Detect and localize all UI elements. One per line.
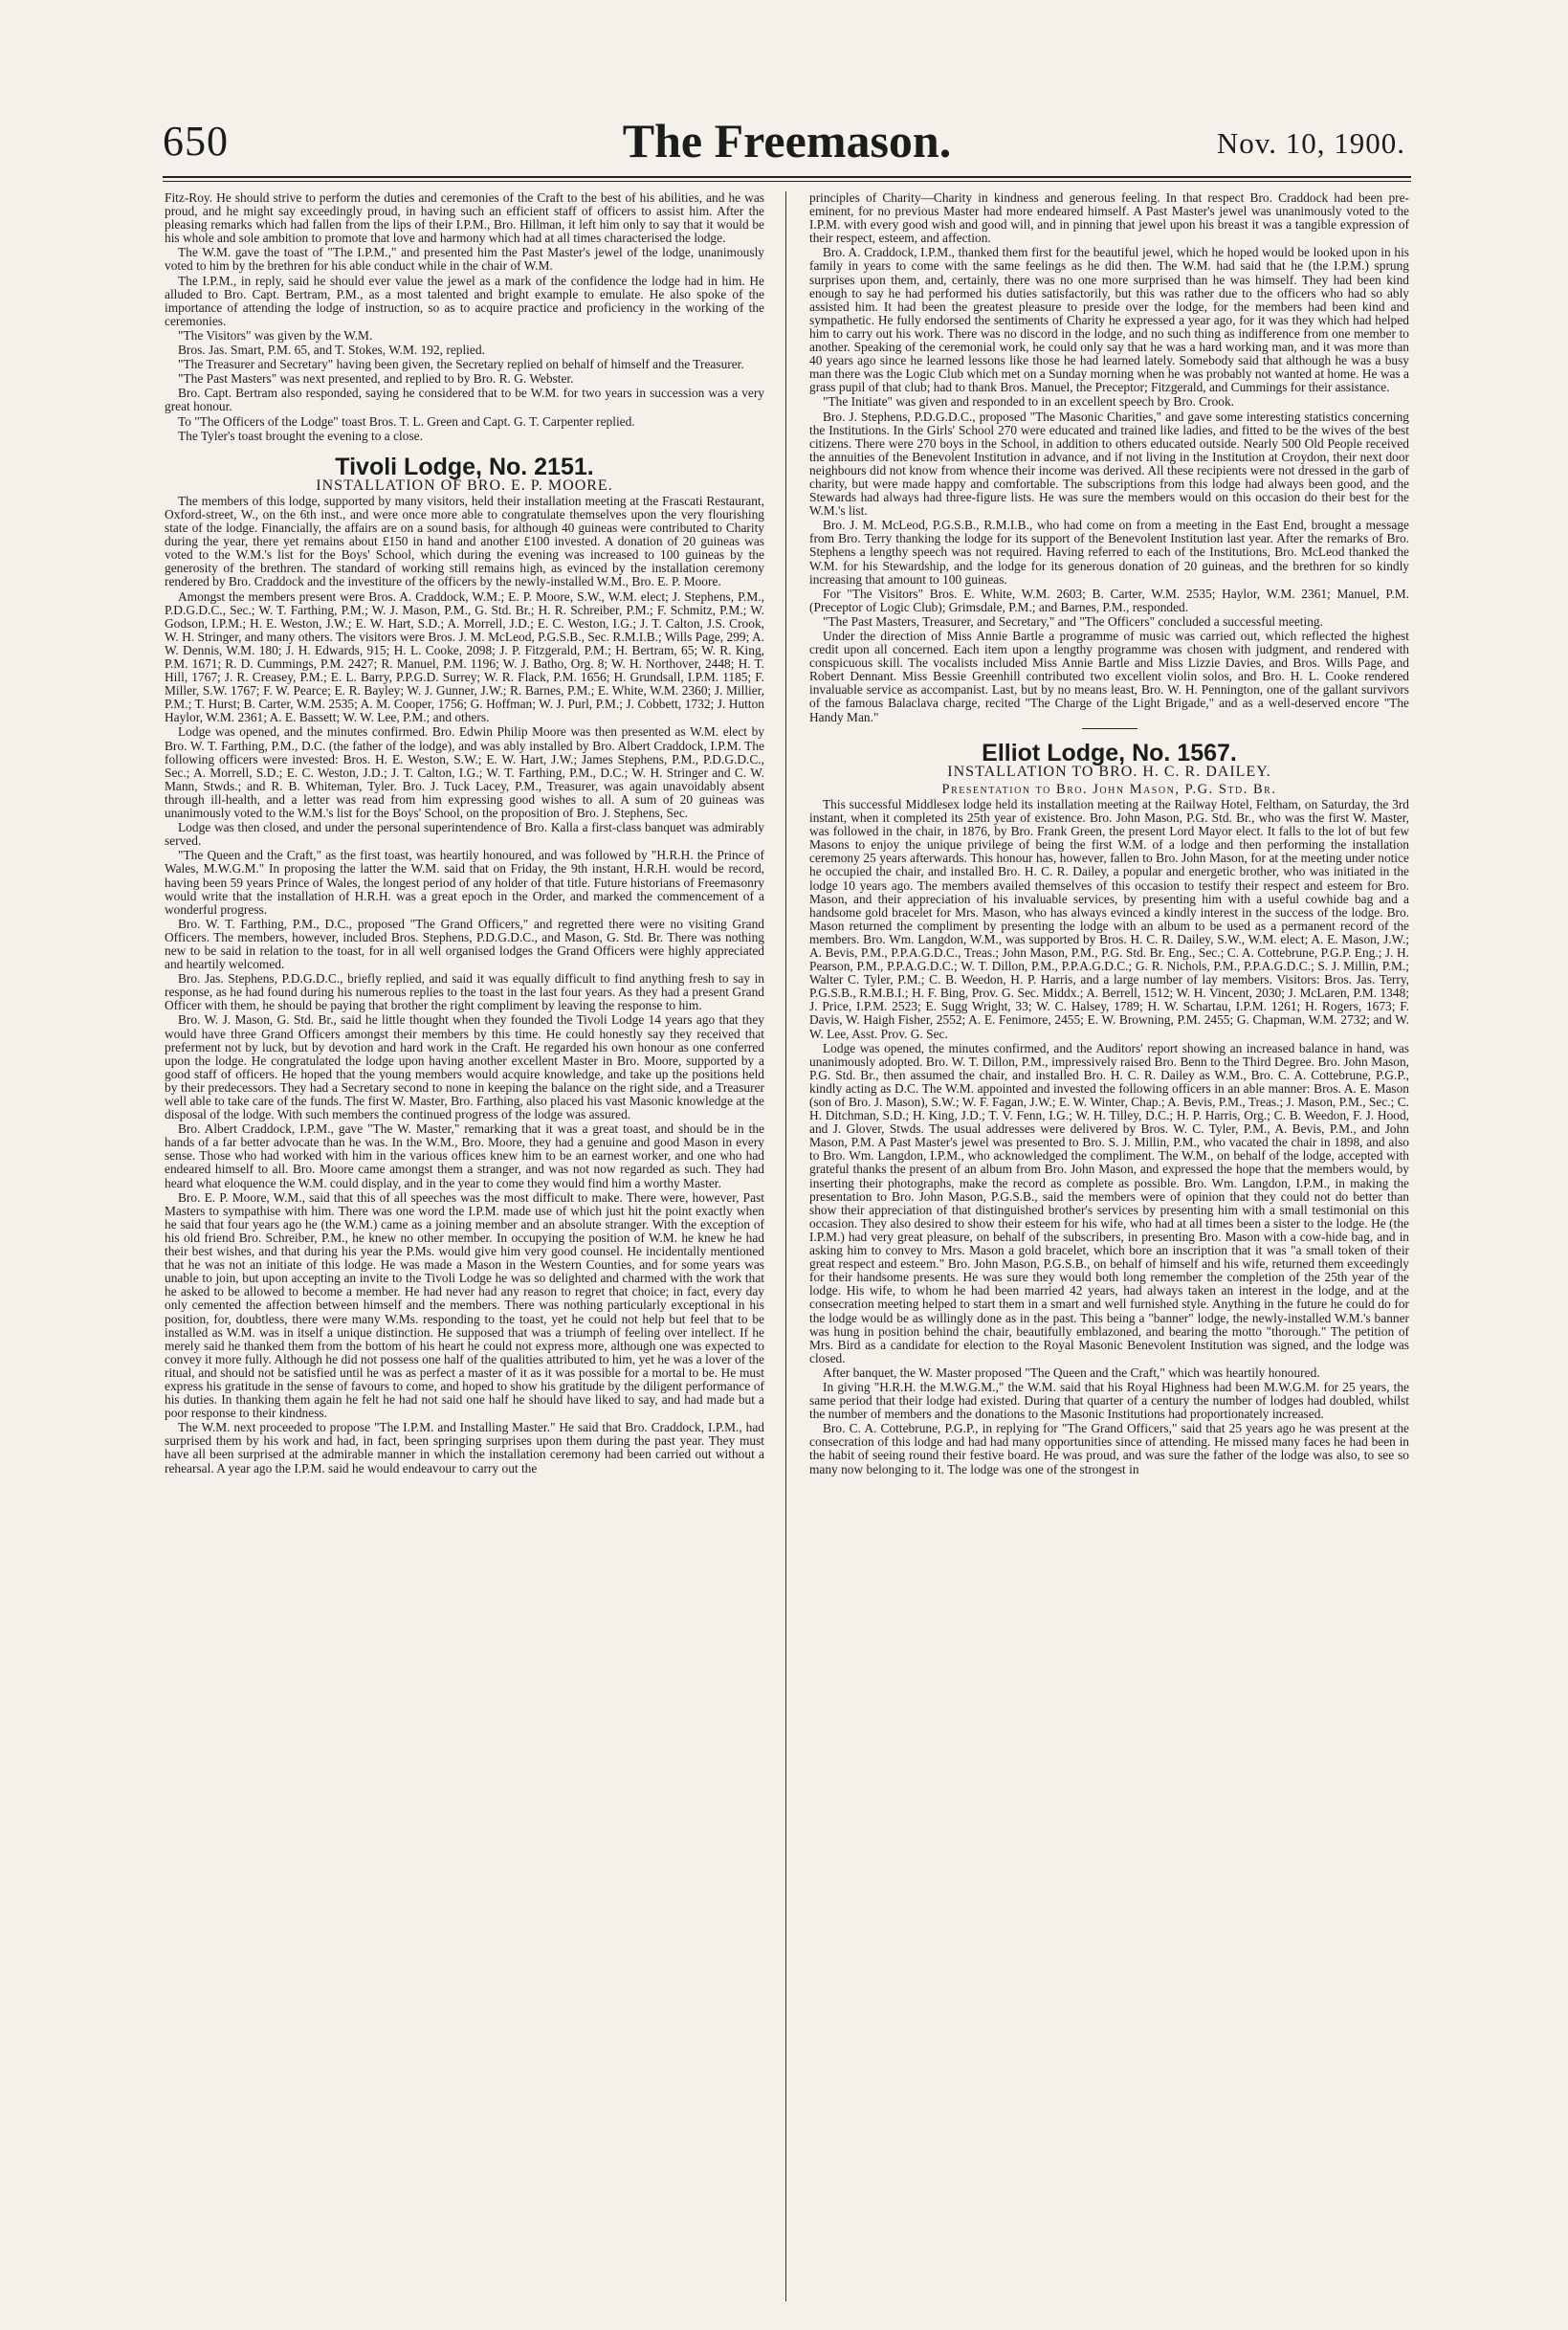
masthead-rule-thin [163, 181, 1411, 182]
paragraph: The W.M. gave the toast of "The I.P.M.," and presented him the Past Master's jewel of the lodge, unanimously voted to him by the brethren for his able conduct while in the chair of W.M. [165, 245, 764, 274]
paragraph: After banquet, the W. Master proposed "The Queen and the Craft," which was heartily honoured. [823, 1365, 1320, 1380]
paragraph: Bros. Jas. Smart, P.M. 65, and T. Stokes, W.M. 192, replied. [178, 343, 485, 358]
paragraph: Bro. W. J. Mason, G. Std. Br., said he little thought when they founded the Tivoli Lodge 14 years ago that they would have three Grand Officers amongst their members by this time. He could honestly say they received that preferment not by luck, but by devotion and hard work in the Craft. He regarded his own honour as one conferred upon the lodge. He congratulated the lodge upon having another excellent Master in Bro. Moore, supported by a good staff of officers. He hoped that the young members would acquire knowledge, and take up the positions held by their predecessors. They had a Secretary second to none in keeping the balance on the right side, and a Treasurer well able to take care of the funds. The first W. Master, Bro. Farthing, also placed his vast Masonic knowledge at the disposal of the lodge. With such members the continued progress of the lodge was assured. [165, 1012, 764, 1122]
left-column [165, 191, 764, 2301]
paragraph: "The Past Masters" was next presented, and replied to by Bro. R. G. Webster. [178, 371, 574, 387]
section-subtitle-secondary: Presentation to Bro. John Mason, P.G. Std. Br. [941, 781, 1277, 797]
paragraph: Bro. E. P. Moore, W.M., said that this of all speeches was the most difficult to make. There were, however, Past Masters to sympathise with him. There was one word the I.P.M. made use of which just hit the point exactly when he said that four years ago he (the W.M.) came as a joining member and an absolute stranger. With the exception of his old friend Bro. Schreiber, P.M., he knew no other member. In occupying the position of W.M. he knew he had their best wishes, and that during his year the P.Ms. would give him very good counsel. He incidentally mentioned that he was not an initiate of this lodge. He was made a Mason in the Western Counties, and for some years was unable to join, but upon accepting an invite to the Tivoli Lodge he was so delighted and charmed with the work that he asked to be allowed to become a member. He had never had any reason to regret that choice; in fact, every day only cemented the affection between himself and the members. There was nothing particularly exceptional in his position, for, doubtless, there were many W.Ms. responding to the toast, yet he could not help but feel that to be installed as W.M. was in itself a unique distinction. He supposed that was a triumph of feeling over intellect. If he merely said he thanked them from the bottom of his heart he could not express more, although one was expected to convey it more fully. Although he did not possess one half of the qualities attributed to him, yet he was a lover of the ritual, and should not be satisfied until he was as perfect a master of it as it was possible for a mortal to be. He must express his gratitude in the sense of favours to come, and hoped to show his gratitude by the diligent performance of his duties. In thanking them again he felt he had not said one half he should have liked to say, and had made but a poor response to their kindness. [165, 1189, 764, 1421]
tivoli-lodge-heading [165, 453, 764, 494]
paragraph: Bro. Albert Craddock, I.P.M., gave "The W. Master," remarking that it was a great toast, and should be in the hands of a far better advocate than he was. In the W.M., Bro. Moore, they had a genuine and good Mason in every sense. Those who had worked with him in the various offices knew him to be an earnest worker, and one who had endeared himself to all. Bro. Moore came amongst them a stranger, and was not now regarded as such. They had heard what eloquence the W.M. could display, and in the year to come they would find him a worthy Master. [165, 1121, 764, 1190]
page-number: 650 [163, 118, 229, 165]
masthead-rule [163, 176, 1411, 178]
paragraph: principles of Charity—Charity in kindness and generous feeling. In that respect Bro. Craddock had been pre-eminent, for no previous Master had more endeared himself. A Past Master's jewel was unanimously voted to the I.P.M. with every good wish and good will, and in pinning that jewel upon his breast it was a tangible expression of their respect, esteem, and affection. [809, 191, 1409, 246]
paragraph: "The Visitors" was given by the W.M. [178, 327, 373, 343]
paragraph: Lodge was opened, the minutes confirmed, and the Auditors' report showing an increased balance in hand, was unanimously adopted. Bro. W. T. Dillon, P.M., impressively raised Bro. Benn to the Third Degree. Bro. John Mason, P.G. Std. Br., then assumed the chair, and installed Bro. H. C. R. Dailey as W.M., Bro. C. A. Cottebrune, P.G.P., kindly acting as D.C. The W.M. appointed and invested the following officers in an able manner: Bros. A. E. Mason (son of Bro. J. Mason), S.W.; W. F. Fagan, J.W.; E. W. Winter, Chap.; A. Bevis, P.M., Treas.; J. Mason, P.M., Sec.; C. H. Ditchman, S.D.; H. King, J.D.; T. V. Fenn, I.G.; W. H. Tilley, D.C.; H. P. Harris, Org.; C. B. Weedon, F. J. Hood, and J. Glover, Stwds. The usual addresses were delivered by Bros. W. C. Tyler, P.M., A. Bevis, P.M., and John Mason, P.M. A Past Master's jewel was presented to Bro. S. J. Millin, P.M., who vacated the chair in 1898, and also to Bro. Wm. Langdon, I.P.M., who acknowledged the compliment. The W.M., on behalf of the lodge, accepted with grateful thanks the present of an album from Bro. John Mason, and expressed the hope that the members would, by inserting their photographs, make the record as complete as possible. Bro. Wm. Langdon, I.P.M., in making the presentation to Bro. John Mason, P.G.S.B., said the members were of opinion that they could not do better than show their appreciation of that distinguished brother's services by presenting him with a small testimonial on this occasion. They also desired to show their esteem for his wife, who had at all times been a sister to the lodge. He (the I.P.M.) had very great pleasure, on behalf of the subscribers, in presenting Bro. Mason with a cow-hide bag, and in asking him to convey to Mrs. Mason a gold bracelet, which bore an inscription that it was "a small token of their great respect and esteem." Bro. John Mason, P.G.S.B., on behalf of himself and his wife, returned them exceedingly for their handsome presents. He was sure they would both long remember the completion of the 25th year of the lodge. His wife, to whom he had been married 42 years, had always taken an interest in the lodge, and at the consecration meeting helped to start them in a smart and well furnished style. Anything in the future he could do for the lodge would be as willingly done as in the past. This being a "banner" lodge, the newly-installed W.M.'s banner was hung in position behind the chair, beautifully emblazoned, and bearing the motto "thorough." The petition of Mrs. Bird as a candidate for election to the Royal Masonic Benevolent Institution was signed, and the lodge was closed. [809, 1040, 1409, 1365]
paragraph: Bro. Capt. Bertram also responded, saying he considered that to be W.M. for two years in succession was a very great honour. [165, 386, 764, 414]
section-subtitle: INSTALLATION OF BRO. E. P. MOORE. [316, 477, 613, 494]
paragraph: Bro. J. M. McLeod, P.G.S.B., R.M.I.B., who had come on from a meeting in the East End, brought a message from Bro. Terry thanking the lodge for its support of the Benevolent Institution last year. After the remarks of Bro. Stephens a lengthy speech was not required. Having referred to each of the Institutions, Bro. McLeod thanked the W.M. for his Stewardship, and the lodge for its generous donation of 20 guineas, and the brethren for so kindly increasing that amount to 100 guineas. [809, 518, 1409, 587]
paragraph: The Tyler's toast brought the evening to a close. [178, 428, 423, 443]
paragraph: This successful Middlesex lodge held its installation meeting at the Railway Hotel, Feltham, on Saturday, the 3rd instant, when it completed its 25th year of existence. Bro. John Mason, P.G. Std. Br., who was the first W. Master, was followed in the chair, in 1876, by Bro. Frank Green, the present Lord Mayor elect. It falls to the lot of but few Masons to enjoy the unique privilege of being the first W.M. of a lodge and then performing the installation ceremony 25 years afterwards. This honour has, however, fallen to Bro. John Mason, for at the meeting under notice he occupied the chair, and installed Bro. H. C. R. Dailey, a popular and energetic brother, who was initiated in the lodge 10 years ago. The members availed themselves of this occasion to testify their respect and esteem for Bro. Mason, and their appreciation of his invaluable services, by presenting him with a useful cowhide bag and a handsome gold bracelet for Mrs. Mason, who has always evinced a kindly interest in the success of the lodge. Bro. Mason returned the compliment by presenting the lodge with an album to be used as a permanent record of the members. Bro. Wm. Langdon, W.M., was supported by Bros. H. C. R. Dailey, S.W., W.M. elect; A. E. Mason, J.W.; A. Bevis, P.M., P.P.A.G.D.C., Treas.; John Mason, P.M., P.G. Std. Br. Eng., Sec.; C. A. Cottebrune, P.G.P. Eng.; J. H. Pearson, P.M., P.P.A.G.D.C.; W. T. Dillon, P.M., P.P.A.G.D.C.; G. R. Nichols, P.M., P.P.A.G.D.C.; S. J. Millin, P.M.; Walter C. Tyler, P.M.; C. B. Weedon, H. P. Harris, and a large number of lay members. Visitors: Bros. Jas. Terry, P.G.S.B., R.M.B.I.; H. F. Bing, Prov. G. Sec. Middx.; A. Berrell, 1512; W. H. Vincent, 2030; J. McLaren, P.M. 1348; J. Price, I.P.M. 2523; E. Sugg Wright, 33; W. C. Halsey, 1789; H. W. Schartau, I.P.M. 1261; H. Rogers, 1673; F. Davis, W. Haigh Fisher, 2552; A. E. Fenimore, 2455; E. W. Browning, P.M. 2455; G. Chapman, W.M. 2732; and W. W. Lee, Asst. Prov. G. Sec. [809, 796, 1409, 1041]
section-divider [1082, 728, 1137, 729]
paragraph: Bro. A. Craddock, I.P.M., thanked them first for the beautiful jewel, which he hoped would be looked upon in his family in years to come with the same feelings as he did then. The W.M. had said that he (the I.P.M.) sprung surprises upon them, and, certainly, there was no one more surprised than he was himself. They had been kind enough to say he had performed his duties satisfactorily, but this was rather due to the officers who had so ably assisted him. It had been the greatest pleasure to preside over the lodge, for the members had been kind and sympathetic. He fully endorsed the sentiments of Charity he expressed a year ago, for it was they which had helped him to carry out his work. There was no discord in the lodge, and no such thing as indifference from one member to another. Speaking of the ceremonial work, he could only say that he was a hard working man, and it was more than 40 years ago since he learned lessons like those he had learned lately. Somebody said that although he was a busy man there was the Logic Club which met on a Sunday morning when he was probably not wanted at home. He was a grass pupil of that club; had to thank Bros. Manuel, the Preceptor; Fitzgerald, and Cummings for their assistance. [809, 245, 1409, 395]
paragraph: "The Treasurer and Secretary" having been given, the Secretary replied on behalf of himself and the Treasurer. [178, 357, 744, 372]
paragraph: The members of this lodge, supported by many visitors, held their installation meeting at the Frascati Restaurant, Oxford-street, W., on the 6th inst., and were once more able to congratulate themselves upon the very flourishing state of the lodge. Financially, the affairs are on a sound basis, for although 40 guineas were contributed to Charity during the year, there yet remains about £150 in hand and another £100 invested. A donation of 20 guineas was voted to the W.M.'s list for the Boys' School, which during the evening was increased to 100 guineas by the generosity of the brethren. The standard of working still remains high, as evinced by the installation ceremony rendered by Bro. Craddock and the investiture of the officers by the newly-installed W.M., Bro. E. P. Moore. [165, 493, 764, 589]
section-title: Elliot Lodge, No. 1567. [982, 739, 1237, 766]
paragraph: Lodge was then closed, and under the personal superintendence of Bro. Kalla a first-class banquet was admirably served. [165, 820, 764, 849]
masthead [163, 113, 1411, 172]
section-subtitle: INSTALLATION TO BRO. H. C. R. DAILEY. [947, 763, 1271, 780]
paragraph: Bro. C. A. Cottebrune, P.G.P., in replying for "The Grand Officers," said that 25 years ago he was present at the consecration of this lodge and had had many opportunities since of attending. He missed many faces he had been in the habit of seeing round their festive board. He was proud, and was sure the father of the lodge was also, to see so many now belonging to it. The lodge was one of the strongest in [809, 1421, 1409, 1476]
paragraph: For "The Visitors" Bros. E. White, W.M. 2603; B. Carter, W.M. 2535; Haylor, W.M. 2361; Manuel, P.M. (Preceptor of Logic Club); Grimsdale, P.M.; and Barnes, P.M., responded. [809, 586, 1409, 614]
paragraph: The I.P.M., in reply, said he should ever value the jewel as a mark of the confidence the lodge had in him. He alluded to Bro. Capt. Bertram, P.M., as a most talented and bright example to emulate. He also spoke of the importance of attending the lodge of instruction, so as to acquire practice and proficiency in the working of the ceremonies. [165, 273, 764, 328]
paragraph: Bro. Jas. Stephens, P.D.G.D.C., briefly replied, and said it was equally difficult to find anything fresh to say in response, as he had found during his numerous replies to the toast in the last four years. As they had a present Grand Officer with them, he should be paying that brother the right compliment by leaving the response to him. [165, 971, 764, 1013]
paragraph: Under the direction of Miss Annie Bartle a programme of music was carried out, which reflected the highest credit upon all concerned. Each item upon a lengthy programme was chosen with judgment, and rendered with conspicuous skill. The vocalists included Miss Annie Bartle and Miss Lizzie Davies, and Bros. Wills Page, and Robert Dennant. Miss Bessie Greenhill contributed two excellent violin solos, and Bro. H. L. Cooke rendered invaluable service as accompanist. Last, but by no means least, Bro. W. H. Pennington, one of the gallant survivors of the famous Balaclava charge, recited "The Charge of the Light Brigade," and as a well-deserved encore "The Handy Man." [809, 629, 1409, 724]
paragraph: Bro. J. Stephens, P.D.G.D.C., proposed "The Masonic Charities," and gave some interesting statistics concerning the Institutions. In the Girls' School 270 were educated and trained like ladies, and fitted to be the wives of the best citizens. There were 270 boys in the School, in addition to others educated outside. Nearly 500 Old People received the annuities of the Benevolent Institution in advance, and if not living in the Institution at Croydon, their next door neighbours did not know from whence their income was derived. All these recipients were not dressed in the garb of charity, but were made happy and comfortable. The subscriptions from this lodge had always been good, and the Stewards had always had three-figure lists. He was sure the members would on this occasion do their best for the W.M.'s list. [809, 409, 1409, 519]
paragraph: The W.M. next proceeded to propose "The I.P.M. and Installing Master." He said that Bro. Craddock, I.P.M., had surprised them by his work and had, in fact, been springing surprises upon them during the past year. They must have all been surprised at the admirable manner in which the installation ceremony had been carried out without a rehearsal. A year ago the I.P.M. said he would endeavour to carry out the [165, 1420, 764, 1476]
paragraph: Bro. W. T. Farthing, P.M., D.C., proposed "The Grand Officers," and regretted there were no visiting Grand Officers. The members, however, included Bros. Stephens, P.D.G.D.C., and Mason, G. Std. Br. There was nothing new to be said in relation to the toast, for in all well organised lodges the Grand Officers were highly appreciated and heartily welcomed. [165, 916, 764, 972]
paragraph: Amongst the members present were Bros. A. Craddock, W.M.; E. P. Moore, S.W., W.M. elect; J. Stephens, P.M., P.D.G.D.C., Sec.; W. T. Farthing, P.M.; W. J. Mason, P.M., G. Std. Br.; H. R. Schreiber, P.M.; F. Schmitz, P.M.; W. Godson, I.P.M.; H. E. Weston, J.W.; E. W. Hart, S.D.; A. Morrell, J.D.; E. C. Weston, I.G.; J. T. Calton, J.S. Crook, W. H. Stringer, and many others. The visitors were Bros. J. M. McLeod, P.G.S.B., Sec. R.M.I.B.; Wills Page, 299; A. W. Dennis, W.M. 180; J. H. Edwards, 915; H. L. Cooke, 2098; J. P. Fitzgerald, P.M.; H. Bertram, 65; W. R. King, P.M. 1671; R. D. Cummings, P.M. 2427; R. Manuel, P.M. 1196; W. J. Batho, Org. 8; W. H. Northover, 2448; H. T. Hill, 1767; J. R. Creasey, P.M.; E. L. Barry, P.P.G.D. Surrey; W. R. Flack, P.M. 1656; H. Grundsall, I.P.M. 1185; F. Miller, S.W. 1767; F. W. Pearce; E. R. Bayley; W. J. Gunner, J.W.; R. Barnes, P.M.; E. White, W.M. 2360; J. Millier, P.M.; T. Hurst; B. Carter, W.M. 2535; A. M. Cooper, 1756; G. Hoffman; W. J. Purl, P.M.; J. Cobbett, 1732; J. Hutton Haylor, W.M. 2361; A. E. Bassett; W. W. Lee, P.M.; and others. [165, 588, 764, 725]
paragraph: In giving "H.R.H. the M.W.G.M.," the W.M. said that his Royal Highness had been M.W.G.M. for 25 years, the same period that their lodge had existed. During that quarter of a century the number of lodges had doubled, whilst the number of members and the donations to the Masonic Institutions had proportionately increased. [809, 1379, 1409, 1422]
paragraph: "The Initiate" was given and responded to in an excellent speech by Bro. Crook. [823, 394, 1235, 410]
right-column [809, 191, 1409, 2301]
paragraph: Lodge was opened, and the minutes confirmed. Bro. Edwin Philip Moore was then presented as W.M. elect by Bro. W. T. Farthing, P.M., D.C. (the father of the lodge), and was ably installed by Bro. Albert Craddock, I.P.M. The following officers were invested: Bros. H. E. Weston, S.W.; E. W. Hart, J.W.; James Stephens, P.M., P.D.G.D.C., Sec.; A. Morrell, S.D.; E. C. Weston, J.D.; J. T. Calton, I.G.; W. T. Farthing, P.M., D.C.; W. H. Stringer and C. W. Mann, Stwds.; and R. B. Whiteman, Tyler. Bro. J. Tuck Lacey, P.M., Treasurer, was again unavoidably absent through ill-health, and a letter was read from him expressing good wishes to all. A sum of 20 guineas was unanimously voted to the W.M.'s list for the Boys' School, on the proposition of Bro. J. Stephens, Sec. [165, 724, 764, 821]
column-divider [785, 191, 786, 2301]
paragraph: "The Queen and the Craft," as the first toast, was heartily honoured, and was followed by "H.R.H. the Prince of Wales, M.W.G.M." In proposing the latter the W.M. said that on Friday, the 9th instant, H.R.H. would be record, having been 59 years Prince of Wales, the longest period of any holder of that title. Future historians of Freemasonry would write that the installation of H.R.H. was a great epoch in the Order, and marked the commencement of a wonderful progress. [165, 848, 764, 917]
issue-date: Nov. 10, 1900. [1216, 126, 1405, 160]
paragraph: "The Past Masters, Treasurer, and Secretary," and "The Officers" concluded a successful meeting. [823, 613, 1323, 629]
publication-title: The Freemason. [622, 114, 952, 167]
section-title: Tivoli Lodge, No. 2151. [335, 453, 594, 480]
elliot-lodge-heading [809, 739, 1409, 797]
paragraph: Fitz-Roy. He should strive to perform the duties and ceremonies of the Craft to the best of his abilities, and he was proud, and he might say exceedingly proud, in having such an efficient staff of officers to assist him. After the pleasing remarks which had fallen from the lips of their I.P.M., Bro. Hillman, it left him only to say that it would be his whole and sole ambition to promote that love and harmony which had at all times characterised the lodge. [165, 191, 764, 246]
paragraph: To "The Officers of the Lodge" toast Bros. T. L. Green and Capt. G. T. Carpenter replied. [178, 413, 635, 429]
